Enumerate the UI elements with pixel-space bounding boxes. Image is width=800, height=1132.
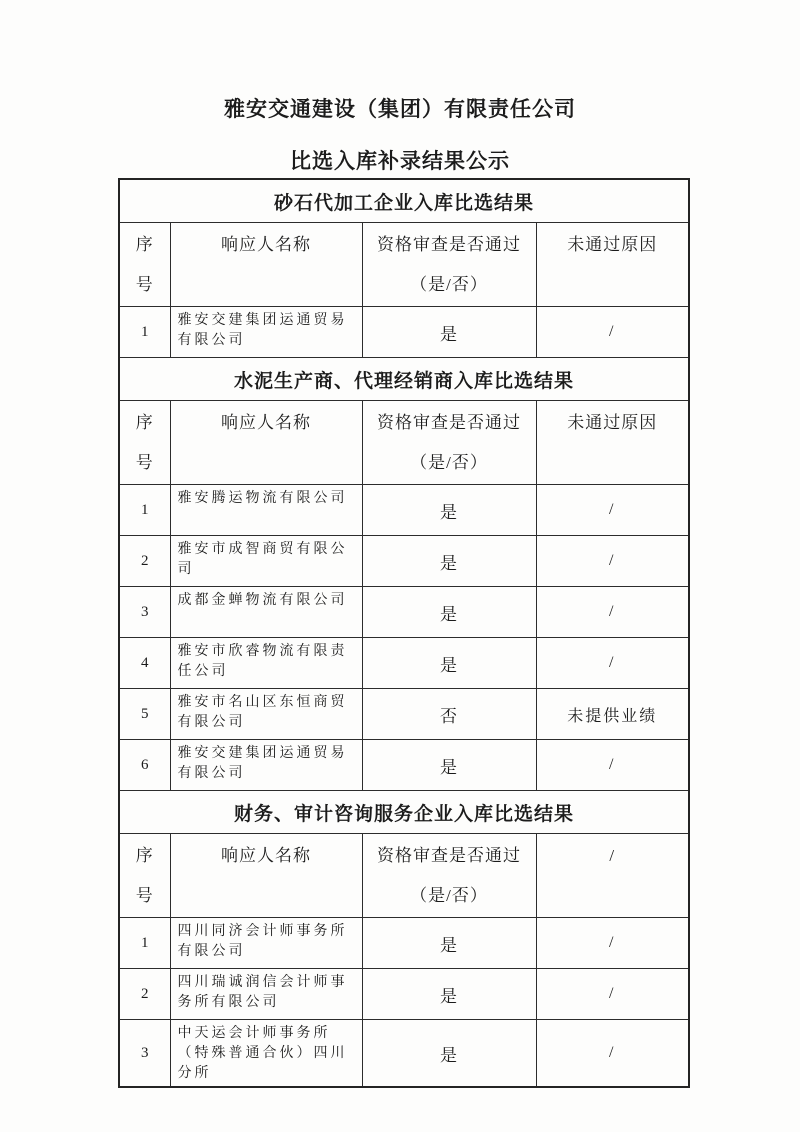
row-number-cell: 2: [119, 969, 170, 1020]
qualification-pass-cell: 是: [362, 740, 536, 791]
table-row: [119, 307, 689, 358]
row-number-cell: 1: [119, 307, 170, 358]
document-title: 雅安交通建设（集团）有限责任公司: [224, 98, 576, 121]
respondent-name-cell: 雅安腾运物流有限公司: [170, 485, 362, 536]
respondent-name-cell: 四川同济会计师事务所有限公司: [170, 918, 362, 969]
qualification-pass-cell: 是: [362, 638, 536, 689]
column-header-line: （是/否）: [410, 275, 488, 294]
fail-reason-cell: /: [536, 536, 689, 587]
qualification-pass-cell: 是: [362, 969, 536, 1020]
column-header-line: 号: [135, 275, 154, 294]
column-header-row: [119, 401, 689, 485]
table-row: [119, 689, 689, 740]
row-number-cell: 1: [119, 918, 170, 969]
table-row: [119, 485, 689, 536]
respondent-name-cell: 成都金蝉物流有限公司: [170, 587, 362, 638]
qualification-pass-cell: 是: [362, 485, 536, 536]
column-header: [536, 401, 689, 485]
qualification-pass-cell: 是: [362, 587, 536, 638]
respondent-name-cell: 雅安交建集团运通贸易有限公司: [170, 307, 362, 358]
section-row: [119, 791, 689, 834]
fail-reason-cell: /: [536, 969, 689, 1020]
column-header: [119, 834, 170, 918]
respondent-name-cell: 雅安市成智商贸有限公司: [170, 536, 362, 587]
row-number-cell: 1: [119, 485, 170, 536]
table-row: [119, 740, 689, 791]
respondent-name-cell: 雅安市名山区东恒商贸有限公司: [170, 689, 362, 740]
row-number-cell: 4: [119, 638, 170, 689]
document-subtitle: 比选入库补录结果公示: [290, 150, 510, 173]
section-title: 砂石代加工企业入库比选结果: [119, 179, 689, 223]
qualification-pass-cell: 否: [362, 689, 536, 740]
table-row: [119, 536, 689, 587]
column-header: [362, 834, 536, 918]
fail-reason-cell: /: [536, 485, 689, 536]
column-header-line: 未通过原因: [567, 413, 658, 432]
qualification-pass-cell: 是: [362, 1020, 536, 1088]
column-header-row: [119, 223, 689, 307]
fail-reason-cell: /: [536, 918, 689, 969]
table-row: [119, 1020, 689, 1088]
fail-reason-cell: 未提供业绩: [536, 689, 689, 740]
column-header-line: 响应人名称: [221, 846, 311, 865]
column-header-line: （是/否）: [410, 453, 488, 472]
qualification-pass-cell: 是: [362, 536, 536, 587]
column-header: [170, 834, 362, 918]
row-number-cell: 5: [119, 689, 170, 740]
section-title: 水泥生产商、代理经销商入库比选结果: [119, 358, 689, 401]
respondent-name-cell: 四川瑞诚润信会计师事务所有限公司: [170, 969, 362, 1020]
column-header: [536, 834, 689, 918]
respondent-name-cell: 雅安市欣睿物流有限责任公司: [170, 638, 362, 689]
column-header-line: 序: [135, 846, 154, 865]
results-table-body: [119, 179, 689, 1087]
fail-reason-cell: /: [536, 1020, 689, 1088]
row-number-cell: 2: [119, 536, 170, 587]
column-header-line: 序: [135, 413, 154, 432]
qualification-pass-cell: 是: [362, 307, 536, 358]
column-header-line: 序: [135, 235, 154, 254]
column-header: [170, 223, 362, 307]
table-row: [119, 587, 689, 638]
row-number-cell: 3: [119, 587, 170, 638]
column-header: [119, 223, 170, 307]
fail-reason-cell: /: [536, 587, 689, 638]
column-header-line: 响应人名称: [221, 235, 311, 254]
respondent-name-cell: 雅安交建集团运通贸易有限公司: [170, 740, 362, 791]
column-header: [170, 401, 362, 485]
column-header-line: 响应人名称: [221, 413, 311, 432]
column-header: [362, 401, 536, 485]
qualification-pass-cell: 是: [362, 918, 536, 969]
fail-reason-cell: /: [536, 740, 689, 791]
results-table: [118, 178, 690, 1088]
column-header: [119, 401, 170, 485]
column-header-line: （是/否）: [410, 886, 488, 905]
column-header-line: 未通过原因: [567, 235, 658, 254]
fail-reason-cell: /: [536, 638, 689, 689]
row-number-cell: 3: [119, 1020, 170, 1088]
table-row: [119, 638, 689, 689]
column-header-line: 资格审查是否通过: [377, 235, 521, 254]
column-header-line: 资格审查是否通过: [377, 413, 521, 432]
section-row: [119, 358, 689, 401]
row-number-cell: 6: [119, 740, 170, 791]
table-row: [119, 918, 689, 969]
column-header: [362, 223, 536, 307]
table-row: [119, 969, 689, 1020]
respondent-name-cell: 中天运会计师事务所（特殊普通合伙）四川分所: [170, 1020, 362, 1088]
section-title: 财务、审计咨询服务企业入库比选结果: [119, 791, 689, 834]
column-header-row: [119, 834, 689, 918]
column-header-line: 号: [135, 886, 154, 905]
column-header: [536, 223, 689, 307]
column-header-line: /: [609, 846, 616, 865]
fail-reason-cell: /: [536, 307, 689, 358]
column-header-line: 资格审查是否通过: [377, 846, 521, 865]
section-row: [119, 179, 689, 223]
column-header-line: 号: [135, 453, 154, 472]
